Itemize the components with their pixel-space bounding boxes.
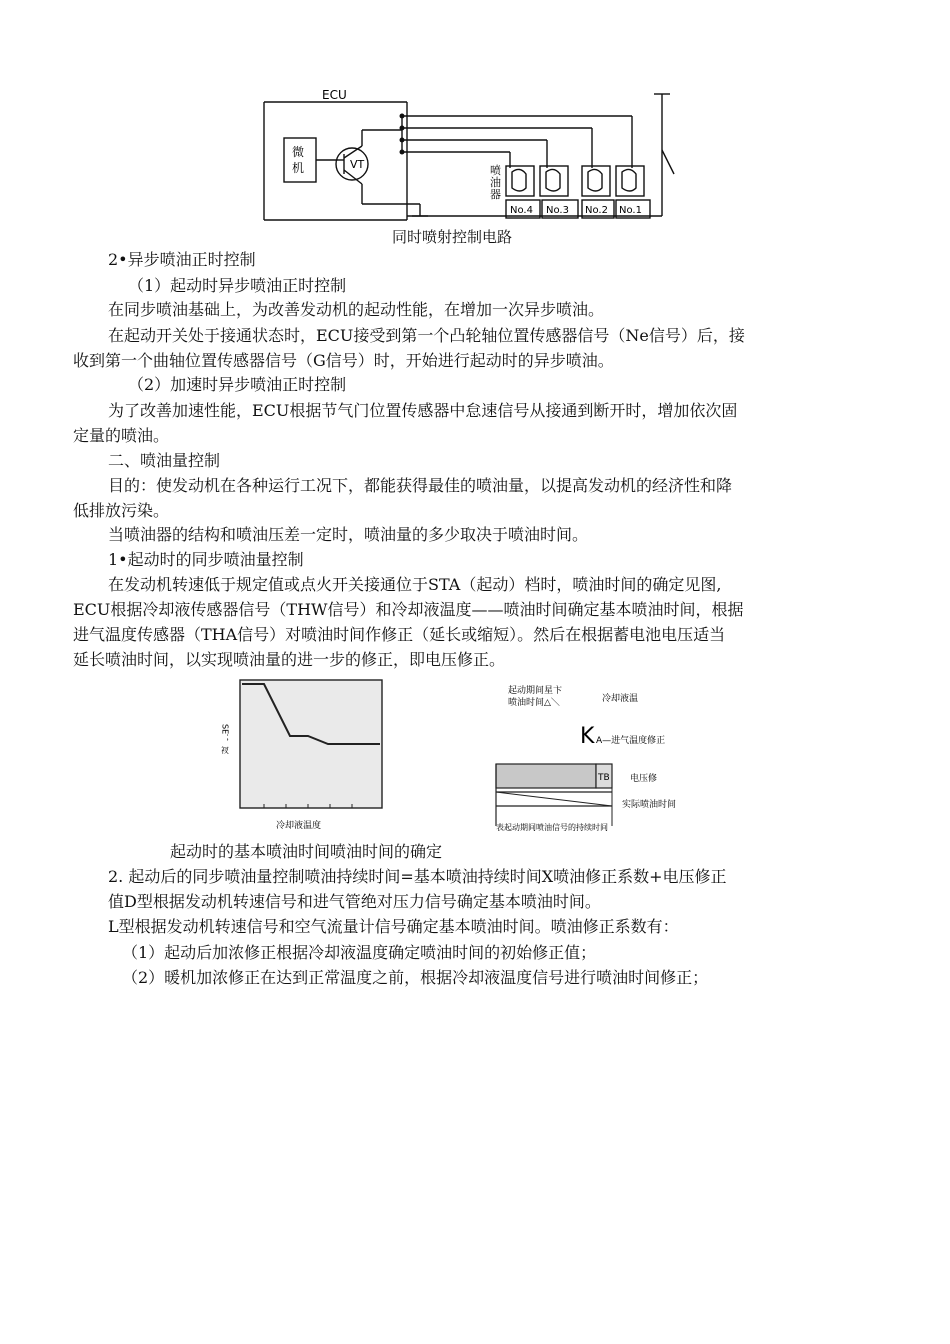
injector-no3: No.3: [546, 205, 569, 216]
ecu-label: ECU: [322, 88, 347, 102]
left-axis-label: SE．，衩: [220, 724, 230, 755]
paragraph-text: 为了改善加速性能，ECU根据节气门位置传感器中怠速信号从接通到断开时，增加依次固: [108, 401, 738, 420]
injector-label-2: 油: [490, 176, 501, 189]
circuit-caption: 同时喷射控制电路: [392, 228, 513, 246]
injector-no4: No.4: [510, 205, 533, 216]
bottom-duration-label: 表起动期间喷油信号的持续时间: [496, 823, 608, 832]
voltage-correction-label: 电压修: [630, 774, 658, 784]
subheading-accel-async: （2）加速时异步喷油正时控制: [128, 375, 347, 394]
paragraph-text: 在发动机转速低于规定值或点火开关接通位于STA（起动）档时，喷油时间的确定见图,: [108, 575, 722, 594]
paragraph-text: 2. 起动后的同步喷油量控制喷油持续时间=基本喷油持续时间X喷油修正系数+电压修正: [108, 867, 727, 886]
actual-injection-label: 实际喷油时间: [622, 800, 677, 810]
tb-label: TB: [598, 773, 610, 783]
micro-label-line1: 微: [292, 145, 305, 159]
injection-circuit-diagram: [262, 88, 682, 223]
micro-label-line2: 机: [292, 161, 305, 175]
injector-no1: No.1: [619, 205, 642, 216]
right-label-coolant: 冷却液温: [602, 694, 639, 704]
correction-diagram: [492, 680, 702, 832]
paragraph-text: 收到第一个曲轴位置传感器信号（G信号）时，开始进行起动时的异步喷油。: [73, 351, 614, 370]
paragraph-text: （2）暖机加浓修正在达到正常温度之前，根据冷却液温度信号进行喷油时间修正；: [122, 968, 709, 987]
paragraph-text: 延长喷油时间，以实现喷油量的进一步的修正，即电压修正。: [73, 650, 506, 669]
paragraph-text: 值D型根据发动机转速信号和进气管绝对压力信号确定基本喷油时间。: [108, 892, 601, 911]
base-injection-time-chart: [220, 676, 390, 831]
paragraph-text: 当喷油器的结构和喷油压差一定时，喷油量的多少取决于喷油时间。: [108, 525, 589, 544]
paragraph-text: 定量的喷油。: [73, 426, 170, 445]
ka-big-letter: K: [580, 724, 595, 749]
injector-label-3: 器: [490, 188, 501, 201]
paragraph-text: 在起动开关处于接通状态时，ECU接受到第一个凸轮轴位置传感器信号（Ne信号）后，接: [108, 326, 745, 345]
paragraph-text: 低排放污染。: [73, 501, 170, 520]
paragraph-text: ECU根据冷却液传感器信号（THW信号）和冷却液温度——喷油时间确定基本喷油时间，根据: [73, 600, 744, 619]
paragraph-text: 在同步喷油基础上，为改善发动机的起动性能，在增加一次异步喷油。: [108, 300, 605, 319]
base-injection-curve: [220, 676, 390, 831]
paragraph-text: 进气温度传感器（THA信号）对喷油时间作修正（延长或缩短）。然后在根据蓄电池电压适当: [73, 625, 726, 644]
injection-circuit-figure: [262, 88, 682, 223]
ka-label: A—进气温度修正: [596, 736, 666, 746]
heading-async-timing: 2•异步喷油正时控制: [108, 250, 256, 269]
left-x-axis-label: 冷却液温度: [276, 821, 322, 831]
right-title-line2: 喷油时间△＼: [508, 698, 560, 708]
paragraph-text: （1）起动后加浓修正根据冷却液温度确定喷油时间的初始修正值；: [122, 943, 597, 962]
paragraph-text: L型根据发动机转速信号和空气流量计信号确定基本喷油时间。喷油修正系数有：: [108, 917, 679, 936]
start-injection-correction-diagram: [492, 680, 702, 832]
injector-label-1: 喷: [490, 164, 501, 177]
figure2-caption: 起动时的基本喷油时间喷油时间的确定: [170, 842, 443, 861]
paragraph-text: 目的：使发动机在各种运行工况下，都能获得最佳的喷油量，以提高发动机的经济性和降: [108, 476, 733, 495]
heading-injection-quantity: 二、喷油量控制: [108, 451, 221, 470]
vt-label: VT: [350, 158, 365, 171]
injector-no2: No.2: [585, 205, 608, 216]
right-title-line1: 起动期间星卞: [508, 686, 563, 696]
heading-start-sync: 1•起动时的同步喷油量控制: [108, 550, 304, 569]
subheading-start-async: （1）起动时异步喷油正时控制: [128, 276, 347, 295]
